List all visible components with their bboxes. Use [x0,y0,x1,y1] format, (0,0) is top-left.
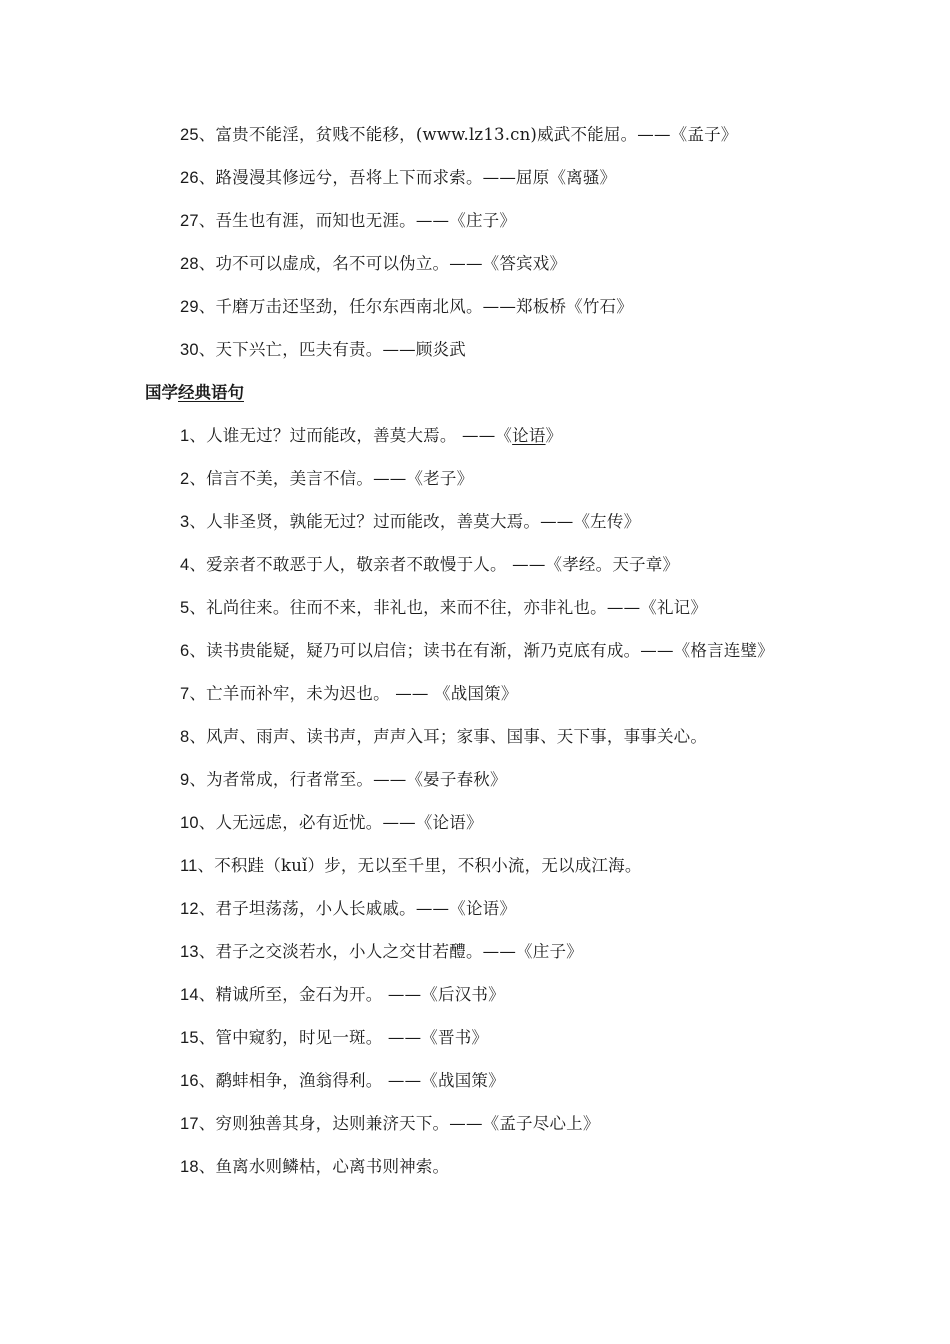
quote-line-12 [180,894,516,924]
quote-line-16 [180,1066,505,1096]
quote-number: 2、 [180,470,207,488]
quote-number: 28、 [180,255,216,273]
quote-text: 人非圣贤，孰能无过？过而能改，善莫大焉。——《左传》 [206,512,641,531]
quote-number: 26、 [180,169,216,187]
quote-number: 15、 [180,1029,216,1047]
quote-line-30 [180,335,466,365]
quote-number: 1、 [180,427,207,445]
quote-line-3 [180,507,640,537]
quote-line-7 [180,679,518,709]
quote-text: 精诚所至，金石为开。 ——《后汉书》 [215,985,505,1004]
quote-line-15 [180,1023,488,1053]
quote-number: 12、 [180,900,216,918]
quote-line-6 [180,636,774,666]
quote-number: 17、 [180,1115,216,1133]
quote-text: 富贵不能淫，贫贱不能移，(www.lz13.cn)威武不能屈。——《孟子》 [215,125,738,144]
quote-text: 千磨万击还坚劲，任尔东西南北风。——郑板桥《竹石》 [215,297,633,316]
quote-line-8 [180,722,707,752]
quote-number: 9、 [180,771,207,789]
quote-number: 10、 [180,814,216,832]
quote-text: 人无远虑，必有近忧。——《论语》 [215,813,483,832]
quote-text: 亡羊而补牢，未为迟也。 —— 《战国策》 [206,684,518,703]
quote-number: 3、 [180,513,207,531]
quote-number: 6、 [180,642,207,660]
quote-line-18 [180,1152,449,1182]
quote-text: 吾生也有涯，而知也无涯。——《庄子》 [215,211,517,230]
quote-line-25 [180,120,737,150]
quote-text: 穷则独善其身，达则兼济天下。——《孟子尽心上》 [215,1114,600,1133]
heading-underlined-text: 经典语句 [178,383,244,402]
quote-text: 不积跬（kuǐ）步，无以至千里，不积小流，无以成江海。 [214,856,642,875]
quote-text: 礼尚往来。往而不来，非礼也，来而不往，亦非礼也。——《礼记》 [206,598,708,617]
quote-line-11 [180,851,642,881]
quote-line-9 [180,765,507,795]
quote-line-29 [180,292,633,322]
section-heading [145,378,244,408]
quote-line-4 [180,550,679,580]
quote-number: 7、 [180,685,207,703]
quote-line-27 [180,206,516,236]
quote-text: 功不可以虚成，名不可以伪立。——《答宾戏》 [215,254,567,273]
quote-text: 天下兴亡，匹夫有责。——顾炎武 [215,340,466,359]
quote-text: 为者常成，行者常至。——《晏子春秋》 [206,770,507,789]
quote-text: 爱亲者不敢恶于人，敬亲者不敢慢于人。 ——《孝经。天子章》 [206,555,680,574]
quote-text: 路漫漫其修远兮，吾将上下而求索。——屈原《离骚》 [215,168,617,187]
quote-number: 29、 [180,298,216,316]
quote-text: 君子坦荡荡，小人长戚戚。——《论语》 [215,899,517,918]
quote-text-end: 》 [545,426,563,445]
quote-text: 人谁无过？过而能改，善莫大焉。 ——《 [206,426,513,445]
quote-text: 信言不美，美言不信。——《老子》 [206,469,474,488]
quote-line-26 [180,163,616,193]
quote-text: 管中窥豹，时见一斑。 ——《晋书》 [215,1028,489,1047]
quote-line-10 [180,808,483,838]
quote-number: 8、 [180,728,207,746]
quote-number: 4、 [180,556,207,574]
quote-line-17 [180,1109,600,1139]
quote-text: 风声、雨声、读书声，声声入耳；家事、国事、天下事，事事关心。 [206,727,708,746]
lunyu-link[interactable]: 论语 [512,426,546,445]
quote-line-28 [180,249,566,279]
quote-number: 30、 [180,341,216,359]
quote-text: 君子之交淡若水，小人之交甘若醴。——《庄子》 [215,942,583,961]
quote-line-2 [180,464,473,494]
quote-line-14 [180,980,505,1010]
quote-text: 读书贵能疑，疑乃可以启信；读书在有渐，渐乃克底有成。——《格言连璧》 [206,641,774,660]
quote-line-13 [180,937,583,967]
quote-line-1 [180,421,562,451]
quote-number: 14、 [180,986,216,1004]
quote-text: 鹬蚌相争，渔翁得利。 ——《战国策》 [215,1071,505,1090]
quote-number: 18、 [180,1158,216,1176]
quote-line-5 [180,593,707,623]
heading-text: 国学 [145,383,178,402]
quote-number: 13、 [180,943,216,961]
quote-number: 27、 [180,212,216,230]
quote-number: 11、 [180,857,215,875]
quote-text: 鱼离水则鳞枯，心离书则神索。 [215,1157,450,1176]
quote-number: 16、 [180,1072,216,1090]
quote-number: 25、 [180,126,216,144]
quote-number: 5、 [180,599,207,617]
